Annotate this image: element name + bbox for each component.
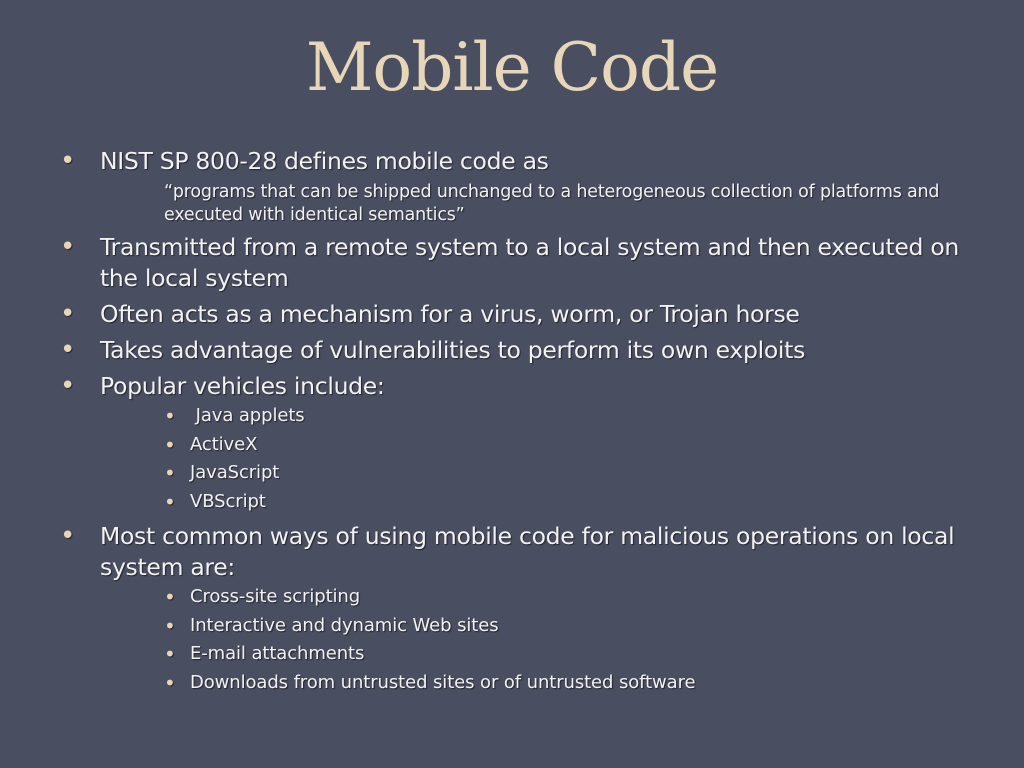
sub-bullet-icon: • [164, 613, 176, 638]
slide-title: Mobile Code [305, 29, 719, 106]
bullet-text: Takes advantage of vulnerabilities to perform its own exploits [100, 336, 806, 364]
definition-quote: “programs that can be shipped unchanged to a heterogeneous collection of platforms and executed with identical semantics” [164, 182, 940, 225]
sub-bullet-icon: • [164, 585, 176, 609]
sub-bullet-icon: • [164, 670, 176, 695]
bullet-icon: • [60, 521, 76, 551]
bullet-icon: • [60, 335, 76, 365]
sub-bullet-item [60, 488, 980, 517]
bullet-text: Transmitted from a remote system to a local system and then executed on the local system [100, 233, 959, 292]
sub-bullet-icon: • [164, 404, 176, 428]
bullet-item [60, 146, 980, 177]
sub-bullet-text: ActiveX [190, 433, 258, 455]
sub-bullet-item [60, 640, 980, 669]
sub-bullet-item [60, 612, 980, 641]
sub-bullet-icon: • [164, 642, 176, 666]
sub-bullet-text: E-mail attachments [190, 643, 365, 664]
sub-bullet-icon: • [164, 461, 176, 485]
bullet-text: Most common ways of using mobile code for malicious operations on local system are: [100, 522, 955, 581]
sub-bullet-item [60, 459, 980, 488]
bullet-item [60, 521, 980, 583]
bullet-icon: • [60, 371, 76, 401]
bullet-item [60, 335, 980, 366]
sub-bullet-item [60, 669, 980, 698]
bullet-item [60, 299, 980, 330]
sub-bullet-text: Cross-site scripting [190, 586, 361, 607]
bullet-icon: • [60, 232, 76, 262]
sub-bullet-icon: • [164, 432, 176, 457]
bullet-list [60, 146, 980, 697]
bullet-text: Popular vehicles include: [100, 372, 385, 400]
sub-bullet-item [60, 431, 980, 460]
bullet-text: Often acts as a mechanism for a virus, worm, or Trojan horse [100, 300, 800, 328]
sub-bullet-text: Java applets [190, 405, 305, 426]
bullet-icon: • [60, 299, 76, 329]
sub-bullet-icon: • [164, 489, 176, 514]
sub-bullet-text: VBScript [190, 490, 266, 512]
bullet-icon: • [60, 146, 76, 176]
bullet-item [60, 232, 980, 294]
sub-bullet-item [60, 583, 980, 612]
sub-bullet-text: JavaScript [190, 462, 280, 483]
bullet-item [60, 371, 980, 402]
sub-bullet-text: Interactive and dynamic Web sites [190, 614, 499, 636]
bullet-text: NIST SP 800-28 defines mobile code as [100, 147, 549, 175]
sub-bullet-text: Downloads from untrusted sites or of untrusted software [190, 671, 696, 693]
sub-bullet-item [60, 402, 980, 431]
